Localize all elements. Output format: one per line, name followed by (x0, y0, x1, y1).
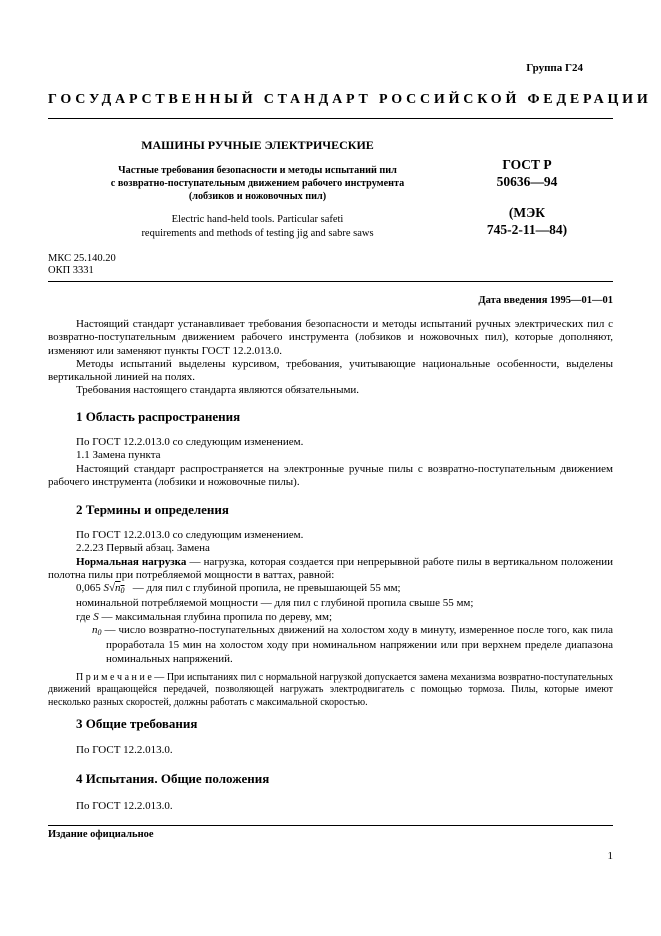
top-divider (48, 118, 613, 119)
mks-code: МКС 25.140.20 (48, 253, 116, 264)
gost-designation (452, 156, 602, 238)
section-line: По ГОСТ 12.2.013.0 со следующим изменением. (76, 436, 304, 448)
english-line: requirements and methods of testing jig and sabre saws (141, 228, 374, 239)
title-block (55, 138, 460, 241)
section-line: По ГОСТ 12.2.013.0. (76, 744, 173, 756)
s-variable: S (93, 610, 99, 623)
bottom-divider (48, 825, 613, 826)
subtitle-line: с возвратно-поступательным движением рабочего инструмента (110, 178, 405, 189)
term-definition (48, 556, 613, 583)
formula-s: S (103, 582, 109, 595)
section-line: 2.2.23 Первый абзац. Замена (76, 542, 210, 555)
subtitle-line: Частные требования безопасности и методы испытаний пил (118, 165, 397, 176)
n-definition (48, 624, 613, 666)
note-text: — При испытаниях пил с нормальной нагрузкой допускается замена механизма возвратно-поступательных движений вращающейся передачей, позволяющей нагружать электродвигатель с помощью тормоза. Пилы, которые имеют несколько разных скоростей, должны работать с максимальной скоростью. (48, 671, 613, 708)
section-3-body (48, 744, 613, 757)
s-definition: — максимальная глубина пропила по дереву, мм; (98, 610, 333, 623)
gost-line: ГОСТ Р (502, 157, 552, 172)
subtitle-line: (лобзиков и ножовочных пил) (188, 191, 327, 202)
formula-coefficient: 0,065 (76, 582, 101, 595)
formula-line (48, 582, 613, 597)
section-line: По ГОСТ 12.2.013.0 со следующим изменением. (76, 529, 304, 541)
formula-n-var: n (115, 582, 121, 595)
section-line: По ГОСТ 12.2.013.0. (76, 800, 173, 812)
intro-paragraph: Требования настоящего стандарта являются обязательными. (76, 384, 360, 397)
gost-number: 50636—94 (496, 174, 558, 189)
formula-n (115, 582, 125, 594)
middle-divider (48, 281, 613, 282)
title-subtitle (55, 164, 460, 203)
section-2-body (48, 529, 613, 709)
edition-label: Издание официальное (48, 829, 154, 840)
classification-codes (48, 253, 116, 277)
english-line: Electric hand-held tools. Particular safeti (171, 214, 344, 225)
section-line: Настоящий стандарт распространяется на электронные ручные пилы с возвратно-поступательным движением рабочего инструмента (лобзики и ножовочные пилы). (48, 462, 613, 488)
intro-paragraph: Настоящий стандарт устанавливает требования безопасности и методы испытаний ручных электрических пил с возвратно-поступательным движением рабочего инструмента (лобзиков и ножовочных пил), которые дополняют, изменяют или заменяют пункты ГОСТ 12.2.013.0. (48, 318, 613, 357)
note-label: П р и м е ч а н и е (76, 671, 152, 683)
formula-text: — для пил с глубиной пропила, не превышающей 55 мм; (132, 582, 401, 595)
term-name: Нормальная нагрузка (76, 555, 187, 568)
where-word: где (76, 610, 91, 623)
section-4-body (48, 800, 613, 813)
n-var: n (92, 624, 98, 637)
group-code: Группа Г24 (526, 62, 583, 74)
title-english (55, 213, 460, 241)
effective-date: Дата введения 1995—01—01 (478, 295, 613, 306)
n-variable (92, 624, 102, 636)
sqrt-icon: √ (109, 582, 116, 595)
section-line: 1.1 Замена пункта (76, 449, 161, 462)
mek-line: (МЭК (508, 205, 546, 220)
n-def-text: — число возвратно-поступательных движений на холостом ходу в минуту, измеренное после того, как пила проработала 15 мин на холостом ходу при номинальном напряжении или при верхнем пределе диапазона номинальных напряжений. (101, 624, 613, 665)
section-3-heading: 3 Общие требования (76, 716, 198, 731)
okp-code: ОКП 3331 (48, 265, 94, 276)
note (48, 672, 613, 710)
mek-number: 745-2-11—84) (486, 222, 568, 237)
standard-banner: ГОСУДАРСТВЕННЫЙ СТАНДАРТ РОССИЙСКОЙ ФЕДЕРАЦИИ (48, 92, 652, 107)
nominal-line: номинальной потребляемой мощности — для пил с глубиной пропила свыше 55 мм; (76, 597, 474, 610)
where-line (48, 611, 613, 624)
section-2-heading: 2 Термины и определения (76, 502, 229, 517)
formula-n-sub: 0 (120, 586, 125, 596)
page-number: 1 (607, 850, 613, 862)
intro-paragraph: Методы испытаний выделены курсивом, требования, учитывающие национальные особенности, выделены вертикальной линией на полях. (48, 357, 613, 384)
section-1-heading: 1 Область распространения (76, 409, 241, 424)
n-sub: 0 (97, 628, 102, 638)
section-1-body (48, 436, 613, 489)
term-def: — нагрузка, которая создается при непрерывной работе пилы в вертикальном положении полотна пилы при потребляемой мощности в ваттах, равной: (48, 555, 613, 581)
intro-text (48, 318, 613, 398)
section-4-heading: 4 Испытания. Общие положения (76, 771, 270, 786)
title-main: МАШИНЫ РУЧНЫЕ ЭЛЕКТРИЧЕСКИЕ (141, 138, 374, 152)
